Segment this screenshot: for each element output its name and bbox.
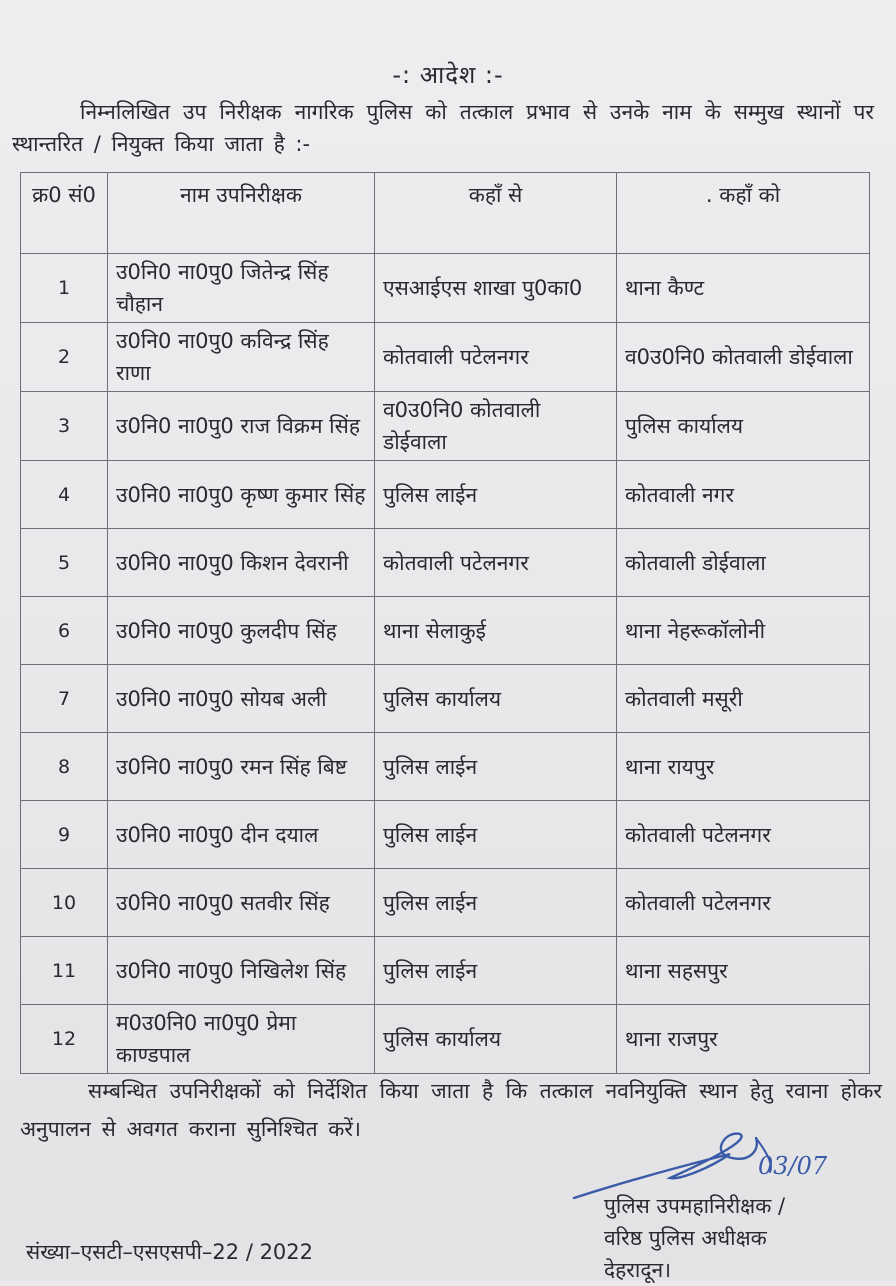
officer-name-cell: उ0नि0 ना0पु0 कविन्द्र सिंह राणा xyxy=(108,323,375,392)
to-cell: व0उ0नि0 कोतवाली डोईवाला xyxy=(617,323,870,392)
table-row xyxy=(21,529,870,597)
from-cell: कोतवाली पटेलनगर xyxy=(375,323,617,392)
officer-name-cell: उ0नि0 ना0पु0 दीन दयाल xyxy=(108,801,375,869)
serial-no-cell: 12 xyxy=(21,1005,108,1074)
designation-line-1: पुलिस उपमहानिरीक्षक / xyxy=(604,1194,786,1218)
to-cell: थाना सहसपुर xyxy=(617,937,870,1005)
from-cell: थाना सेलाकुई xyxy=(375,597,617,665)
to-cell: थाना कैण्ट xyxy=(617,254,870,323)
from-cell: कोतवाली पटेलनगर xyxy=(375,529,617,597)
to-cell: पुलिस कार्यालय xyxy=(617,392,870,461)
serial-no-cell: 8 xyxy=(21,733,108,801)
officer-name-cell: उ0नि0 ना0पु0 राज विक्रम सिंह xyxy=(108,392,375,461)
serial-no-cell: 1 xyxy=(21,254,108,323)
from-cell: पुलिस कार्यालय xyxy=(375,1005,617,1074)
header-serial-no: क्र0 सं0 xyxy=(21,173,108,254)
from-cell: पुलिस लाईन xyxy=(375,869,617,937)
table-row xyxy=(21,597,870,665)
transfer-table xyxy=(20,172,870,1074)
officer-name-cell: उ0नि0 ना0पु0 जितेन्द्र सिंह चौहान xyxy=(108,254,375,323)
header-to: . कहाँ को xyxy=(617,173,870,254)
to-cell: कोतवाली नगर xyxy=(617,461,870,529)
header-from: कहाँ से xyxy=(375,173,617,254)
closing-paragraph: सम्बन्धित उपनिरीक्षकों को निर्देशित किया जाता है कि तत्काल नवनियुक्ति स्थान हेतु रवाना होकर अनुपालन से अवगत कराना सुनिश्चित करें। xyxy=(20,1079,882,1141)
serial-no-cell: 7 xyxy=(21,665,108,733)
from-cell: पुलिस लाईन xyxy=(375,937,617,1005)
serial-no-cell: 6 xyxy=(21,597,108,665)
to-cell: कोतवाली पटेलनगर xyxy=(617,801,870,869)
table-row xyxy=(21,323,870,392)
from-cell: व0उ0नि0 कोतवाली डोईवाला xyxy=(375,392,617,461)
serial-no-cell: 10 xyxy=(21,869,108,937)
serial-no-cell: 4 xyxy=(21,461,108,529)
officer-name-cell: उ0नि0 ना0पु0 किशन देवरानी xyxy=(108,529,375,597)
to-cell: कोतवाली डोईवाला xyxy=(617,529,870,597)
table-row xyxy=(21,461,870,529)
table-row xyxy=(21,733,870,801)
table-header-row xyxy=(21,173,870,254)
to-cell: थाना राजपुर xyxy=(617,1005,870,1074)
designation-line-3: देहरादून। xyxy=(604,1258,672,1282)
serial-no-cell: 9 xyxy=(21,801,108,869)
from-cell: पुलिस लाईन xyxy=(375,733,617,801)
officer-name-cell: उ0नि0 ना0पु0 सोयब अली xyxy=(108,665,375,733)
header-name: नाम उपनिरीक्षक xyxy=(108,173,375,254)
table-row xyxy=(21,665,870,733)
officer-name-cell: उ0नि0 ना0पु0 निखिलेश सिंह xyxy=(108,937,375,1005)
reference-number: संख्या–एसटी–एसएसपी–22 / 2022 xyxy=(26,1240,314,1264)
to-cell: कोतवाली मसूरी xyxy=(617,665,870,733)
table-row xyxy=(21,937,870,1005)
table-row xyxy=(21,254,870,323)
table-row xyxy=(21,869,870,937)
signatory-designation xyxy=(604,1190,884,1286)
serial-no-cell: 2 xyxy=(21,323,108,392)
intro-paragraph: निम्नलिखित उप निरीक्षक नागरिक पुलिस को तत्काल प्रभाव से उनके नाम के सम्मुख स्थानों पर स्थान्तरित / नियुक्त किया जाता है :- xyxy=(12,100,874,156)
officer-name-cell: उ0नि0 ना0पु0 सतवीर सिंह xyxy=(108,869,375,937)
from-cell: पुलिस लाईन xyxy=(375,461,617,529)
to-cell: कोतवाली पटेलनगर xyxy=(617,869,870,937)
from-cell: पुलिस लाईन xyxy=(375,801,617,869)
officer-name-cell: उ0नि0 ना0पु0 रमन सिंह बिष्ट xyxy=(108,733,375,801)
serial-no-cell: 3 xyxy=(21,392,108,461)
serial-no-cell: 11 xyxy=(21,937,108,1005)
table-row xyxy=(21,392,870,461)
table-row xyxy=(21,1005,870,1074)
to-cell: थाना नेहरूकॉलोनी xyxy=(617,597,870,665)
officer-name-cell: म0उ0नि0 ना0पु0 प्रेमा काण्डपाल xyxy=(108,1005,375,1074)
signature-date: 03/07 xyxy=(758,1152,828,1180)
order-title: -: आदेश :- xyxy=(392,61,504,89)
officer-name-cell: उ0नि0 ना0पु0 कुलदीप सिंह xyxy=(108,597,375,665)
officer-name-cell: उ0नि0 ना0पु0 कृष्ण कुमार सिंह xyxy=(108,461,375,529)
to-cell: थाना रायपुर xyxy=(617,733,870,801)
designation-line-2: वरिष्ठ पुलिस अधीक्षक xyxy=(604,1226,767,1250)
from-cell: पुलिस कार्यालय xyxy=(375,665,617,733)
table-row xyxy=(21,801,870,869)
serial-no-cell: 5 xyxy=(21,529,108,597)
from-cell: एसआईएस शाखा पु0का0 xyxy=(375,254,617,323)
